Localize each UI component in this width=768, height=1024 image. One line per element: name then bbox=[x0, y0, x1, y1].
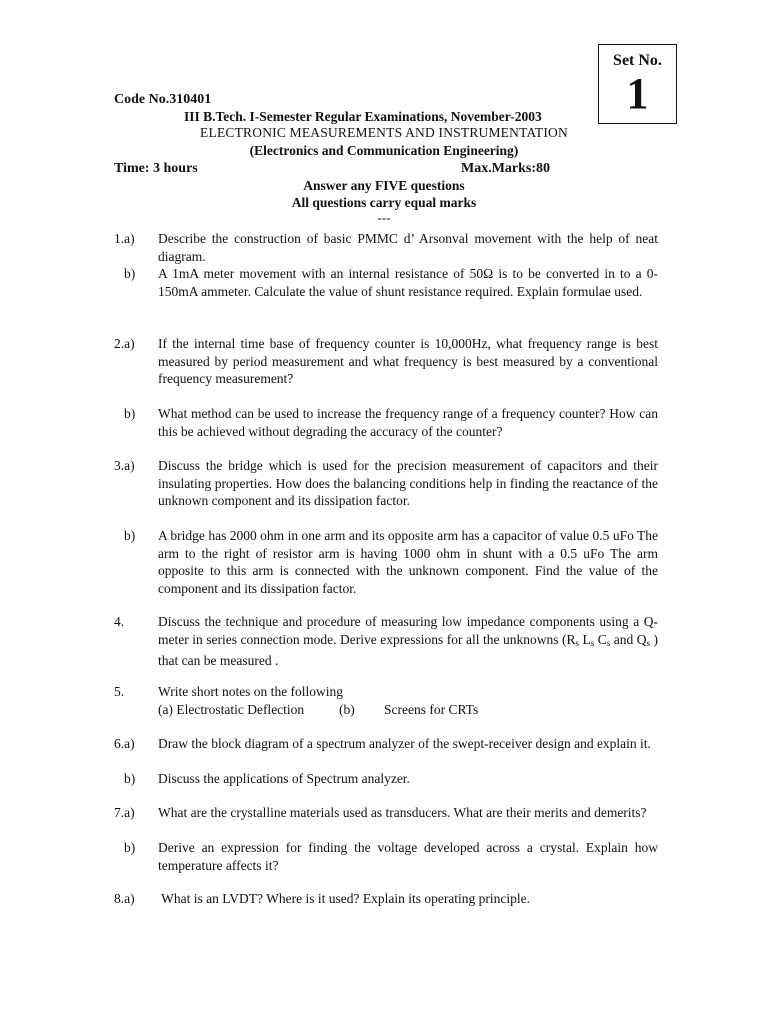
question-1b-number: b) bbox=[124, 266, 136, 281]
question-3b-text: A bridge has 2000 ohm in one arm and its opposite arm has a capacitor of value 0.5 uFo The arm to the right of resistor arm is having 1000 ohm in shunt with a 0.5 uFo The arm opposite to this arm is connected with the unknown component. Find the value of the component and its dissipation factor. bbox=[158, 528, 658, 596]
question-5-line1: Write short notes on the following bbox=[158, 684, 344, 699]
instruction-five-questions: Answer any FIVE questions bbox=[303, 178, 465, 193]
question-3a-text: Discuss the bridge which is used for the precision measurement of capacitors and their insulating properties. How does the balancing conditions help in finding the reactance of the unknown component and its dissipation factor. bbox=[158, 458, 658, 508]
question-6b-text: Discuss the applications of Spectrum analyzer. bbox=[158, 771, 410, 786]
exam-title: III B.Tech. I-Semester Regular Examinations, November-2003 bbox=[184, 109, 542, 124]
question-2b-text: What method can be used to increase the frequency range of a frequency counter? How can this be achieved without degrading the accuracy of the counter? bbox=[158, 406, 658, 439]
separator: --- bbox=[377, 210, 391, 225]
question-5-number: 5. bbox=[114, 684, 125, 699]
question-2b-number: b) bbox=[124, 406, 136, 421]
question-7a-number: 7.a) bbox=[114, 805, 135, 820]
instruction-equal-marks: All questions carry equal marks bbox=[291, 195, 477, 210]
question-5-option-b-text: Screens for CRTs bbox=[384, 702, 479, 717]
question-2a-number: 2.a) bbox=[114, 336, 135, 351]
question-7b-number: b) bbox=[124, 840, 136, 855]
subject-title: ELECTRONIC MEASUREMENTS AND INSTRUMENTATION bbox=[200, 125, 568, 140]
question-6a-text: Draw the block diagram of a spectrum analyzer of the swept-receiver design and explain it. bbox=[158, 736, 651, 751]
question-7b-text: Derive an expression for finding the voltage developed across a crystal. Explain how temperature affects it? bbox=[158, 840, 658, 873]
question-1a-text: Describe the construction of basic PMMC d’ Arsonval movement with the help of neat diagram. bbox=[158, 231, 658, 264]
max-marks-label: Max.Marks:80 bbox=[461, 161, 551, 176]
set-number: 1 bbox=[626, 69, 649, 118]
question-6b-number: b) bbox=[124, 771, 136, 786]
question-4-text bbox=[158, 613, 658, 670]
question-4-number: 4. bbox=[114, 614, 125, 629]
question-4-unknowns: unknowns ($R_s$ $L_s$ $C_s$ and $Q_s$ ) that can be measured . bbox=[158, 631, 658, 668]
question-3a-number: 3.a) bbox=[114, 458, 135, 473]
question-3b-number: b) bbox=[124, 528, 136, 543]
question-5-option-a: (a) Electrostatic Deflection bbox=[158, 702, 305, 717]
set-label: Set No. bbox=[613, 52, 662, 69]
question-7a-text: What are the crystalline materials used as transducers. What are their merits and demerits? bbox=[158, 805, 647, 820]
question-1a-number: 1.a) bbox=[114, 231, 135, 246]
question-8a-text: What is an LVDT? Where is it used? Explain its operating principle. bbox=[158, 891, 531, 906]
question-4-main-text: Discuss the technique and procedure of measuring low impedance components using a Q-meter in series connection mode. Derive expressions for all the bbox=[158, 614, 658, 647]
question-8a-number: 8.a) bbox=[114, 891, 135, 906]
branch-title: (Electronics and Communication Engineering) bbox=[249, 143, 519, 158]
question-2a-text: If the internal time base of frequency counter is 10,000Hz, what frequency range is best measured by period measurement and what frequency is best measured by a conventional frequency measurement? bbox=[158, 336, 658, 386]
question-6a-number: 6.a) bbox=[114, 736, 135, 751]
code-number: Code No.310401 bbox=[114, 92, 212, 107]
set-number-box bbox=[598, 44, 677, 124]
question-5-option-b-label: (b) bbox=[339, 702, 355, 717]
question-1b-text: A 1mA meter movement with an internal resistance of 50Ω is to be converted in to a 0-150mA ammeter. Calculate the value of shunt resistance required. Explain formulae used. bbox=[158, 266, 658, 299]
time-label: Time: 3 hours bbox=[114, 161, 198, 176]
